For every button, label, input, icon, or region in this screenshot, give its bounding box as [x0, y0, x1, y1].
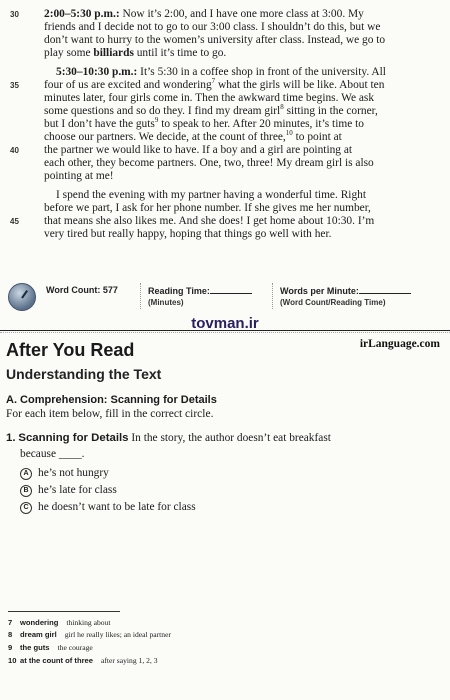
footnote: [8, 618, 110, 627]
story-line: [56, 66, 436, 79]
question-1-continued: because ____.: [20, 448, 85, 460]
footnote: [8, 643, 93, 652]
story-text-segment: sitting in the corner,: [283, 105, 378, 117]
story-text-segment: some questions and so do they. I find my dream girl: [44, 105, 281, 117]
story-text-segment: to speak to her. After 20 minutes, it’s time to: [158, 118, 364, 130]
story-line: [44, 202, 436, 215]
reading-time-unit: (Minutes): [148, 298, 184, 307]
story-text-segment: each other, they become partners. One, two, three! My dream girl is also: [44, 157, 374, 169]
section-divider: [0, 330, 450, 331]
story-text-segment: four of us are excited and wondering: [44, 79, 212, 91]
footnote-number: 8: [8, 630, 13, 639]
footnote-definition: thinking about: [66, 618, 111, 627]
footnote: [8, 656, 158, 665]
option-c-text: he doesn’t want to be late for class: [38, 501, 196, 513]
wpm-label: Words per Minute:: [280, 286, 359, 296]
reading-time-blank: [210, 285, 252, 294]
part-title: A. Comprehension: Scanning for Details: [6, 394, 217, 406]
option-b-text: he’s late for class: [38, 484, 117, 496]
section-subtitle: Understanding the Text: [6, 366, 162, 382]
footnote-definition: girl he really likes; an ideal partner: [64, 630, 171, 639]
story-text-segment: before we part, I ask for her phone number. If she gives me her number,: [44, 202, 371, 214]
story-line: [44, 21, 436, 34]
story-text-segment: I spend the evening with my partner having a wonderful time. Right: [56, 189, 367, 201]
section-title: After You Read: [6, 340, 135, 360]
question-number: 1.: [6, 432, 16, 444]
divider-dotted: [140, 283, 141, 309]
story-line: [44, 34, 436, 47]
footnote-ref: 10: [285, 129, 293, 138]
story-line: [44, 8, 436, 21]
story-text-segment: what the girls will be like. About ten: [215, 79, 385, 91]
footnote-term: wondering: [20, 618, 59, 627]
story-line: [44, 47, 436, 60]
wpm-unit: (Word Count/Reading Time): [280, 298, 386, 307]
words-per-minute: [280, 285, 411, 296]
word-count: Word Count: 577: [46, 285, 118, 295]
option-c[interactable]: [20, 501, 196, 514]
story-text-segment: choose our partners. We decide, at the count of three,: [44, 131, 286, 143]
story-text-segment: It’s 5:30 in a coffee shop in front of the university. All: [137, 66, 386, 78]
question-skill: Scanning for Details: [18, 432, 129, 444]
question-text: In the story, the author doesn’t eat breakfast: [131, 432, 331, 444]
line-number: 45: [10, 217, 19, 226]
option-a[interactable]: [20, 467, 109, 480]
story-text-segment: minutes later, four girls come in. Then the awkward time begins. We ask: [44, 92, 375, 104]
footnote-number: 10: [8, 656, 17, 665]
footnote-number: 7: [8, 618, 13, 627]
footnote: [8, 630, 171, 639]
footnote-definition: the courage: [57, 643, 93, 652]
answer-circle-b[interactable]: B: [20, 485, 32, 497]
footnote-definition: after saying 1, 2, 3: [101, 656, 158, 665]
story-line: [44, 79, 436, 92]
story-line: [44, 105, 436, 118]
story-text-segment: to point at: [292, 131, 342, 143]
section-divider-dotted: [0, 332, 450, 333]
line-number: 35: [10, 81, 19, 90]
line-number: 30: [10, 10, 19, 19]
story-line: [44, 170, 436, 183]
story-text-segment: friends and I decide not to go to our 3:00 class. I shouldn’t do this, but we: [44, 21, 381, 33]
story-line: [44, 157, 436, 170]
reading-time-label: Reading Time:: [148, 286, 210, 296]
divider-dotted: [272, 283, 273, 309]
story-text-segment: play some: [44, 47, 94, 59]
stopwatch-icon: [8, 283, 36, 311]
story-text-segment: don’t want to hurry to the women’s university after class. Instead, we go to: [44, 34, 386, 46]
answer-circle-a[interactable]: A: [20, 468, 32, 480]
story-text-segment: until it’s time to go.: [133, 47, 227, 59]
reading-time: [148, 285, 252, 296]
story-text-segment: the partner we would like to have. If a boy and a girl are pointing at: [44, 144, 353, 156]
story-line: [44, 228, 436, 241]
story-line: [44, 131, 436, 144]
story-line: [44, 144, 436, 157]
story-text-segment: pointing at me!: [44, 170, 114, 182]
story-line: [56, 189, 436, 202]
story-text-segment: 5:30–10:30 p.m.:: [56, 66, 138, 78]
line-number: 40: [10, 146, 19, 155]
site-label: irLanguage.com: [359, 338, 440, 350]
story-text-segment: but I don’t have the guts: [44, 118, 155, 130]
option-b[interactable]: [20, 484, 117, 497]
story-text-segment: very tired but really happy, hoping that things go well with her.: [44, 228, 332, 240]
footnote-ref: 9: [154, 116, 159, 125]
option-a-text: he’s not hungry: [38, 467, 109, 479]
story-line: [44, 215, 436, 228]
story-text-segment: that means she also likes me. And she does! I get home about 10:30. I’m: [44, 215, 375, 227]
instruction: For each item below, fill in the correct circle.: [6, 408, 214, 420]
story-text-segment: 2:00–5:30 p.m.:: [44, 8, 120, 20]
question-1: [6, 432, 331, 444]
answer-circle-c[interactable]: C: [20, 502, 32, 514]
story-text-segment: Now it’s 2:00, and I have one more class at 3:00. My: [119, 8, 364, 20]
story-line: [44, 118, 436, 131]
footnote-term: dream girl: [20, 630, 57, 639]
footnote-term: the guts: [20, 643, 50, 652]
watermark: tovman.ir: [191, 315, 259, 332]
footnote-term: at the count of three: [20, 656, 93, 665]
footnote-ref: 8: [280, 103, 284, 112]
wpm-blank: [359, 285, 411, 294]
footnote-rule: [8, 611, 120, 612]
footnote-number: 9: [8, 643, 13, 652]
story-text-segment: billiards: [93, 47, 134, 59]
story-line: [44, 92, 436, 105]
footnote-ref: 7: [211, 77, 216, 86]
